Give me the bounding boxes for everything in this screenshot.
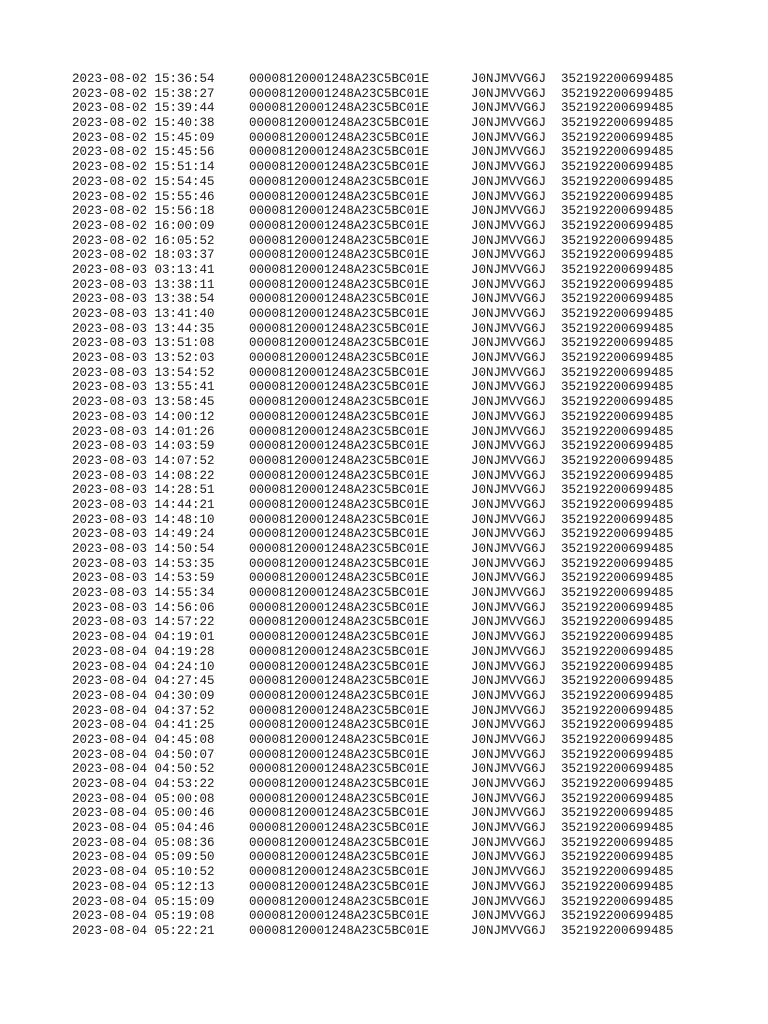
device-code: J0NJMVVG6J [471,659,547,674]
log-row [72,836,692,851]
timestamp: 2023-08-03 14:00:12 [72,409,215,424]
timestamp: 2023-08-04 05:15:09 [72,894,215,909]
log-row [72,72,692,87]
device-serial: 00008120001248A23C5BC01E [249,850,430,865]
timestamp: 2023-08-04 04:19:28 [72,644,215,659]
device-serial: 00008120001248A23C5BC01E [249,292,430,307]
device-serial: 00008120001248A23C5BC01E [249,497,430,512]
device-serial: 00008120001248A23C5BC01E [249,145,430,160]
log-row [72,87,692,102]
timestamp: 2023-08-03 14:55:34 [72,586,215,601]
device-imei: 352192200699485 [561,644,674,659]
log-row [72,733,692,748]
device-code: J0NJMVVG6J [471,909,547,924]
timestamp: 2023-08-03 13:54:52 [72,365,215,380]
device-code: J0NJMVVG6J [471,160,547,175]
timestamp: 2023-08-04 04:27:45 [72,674,215,689]
device-serial: 00008120001248A23C5BC01E [249,453,430,468]
timestamp: 2023-08-03 13:55:41 [72,380,215,395]
device-serial: 00008120001248A23C5BC01E [249,233,430,248]
device-imei: 352192200699485 [561,145,674,160]
log-row [72,175,692,190]
log-row [72,454,692,469]
timestamp: 2023-08-03 14:49:24 [72,527,215,542]
device-imei: 352192200699485 [561,174,674,189]
device-imei: 352192200699485 [561,556,674,571]
device-serial: 00008120001248A23C5BC01E [249,630,430,645]
device-code: J0NJMVVG6J [471,116,547,131]
device-imei: 352192200699485 [561,307,674,321]
log-row [72,292,692,307]
device-imei: 352192200699485 [561,835,674,850]
device-code: J0NJMVVG6J [471,336,547,351]
log-row [72,718,692,733]
log-row [72,263,692,278]
timestamp: 2023-08-04 05:22:21 [72,923,215,938]
device-code: J0NJMVVG6J [471,204,547,219]
device-imei: 352192200699485 [561,732,674,747]
timestamp: 2023-08-02 15:54:45 [72,174,215,189]
device-code: J0NJMVVG6J [471,571,547,586]
device-imei: 352192200699485 [561,923,674,938]
device-serial: 00008120001248A23C5BC01E [249,160,430,175]
timestamp: 2023-08-03 14:48:10 [72,512,215,527]
device-code: J0NJMVVG6J [471,130,547,145]
timestamp: 2023-08-02 15:45:56 [72,145,215,160]
timestamp: 2023-08-04 05:10:52 [72,865,215,880]
device-code: J0NJMVVG6J [471,380,547,395]
timestamp: 2023-08-04 05:00:08 [72,791,215,806]
device-code: J0NJMVVG6J [471,395,547,410]
device-serial: 00008120001248A23C5BC01E [249,409,430,424]
device-serial: 00008120001248A23C5BC01E [249,351,430,366]
log-table [72,72,692,939]
device-code: J0NJMVVG6J [471,600,547,615]
timestamp: 2023-08-03 13:52:03 [72,351,215,366]
device-imei: 352192200699485 [561,688,674,703]
device-code: J0NJMVVG6J [471,365,547,380]
device-serial: 00008120001248A23C5BC01E [249,806,430,821]
device-code: J0NJMVVG6J [471,630,547,645]
device-code: J0NJMVVG6J [471,732,547,747]
log-row [72,439,692,454]
device-imei: 352192200699485 [561,879,674,894]
device-code: J0NJMVVG6J [471,542,547,556]
timestamp: 2023-08-02 15:56:18 [72,204,215,219]
device-code: J0NJMVVG6J [471,468,547,483]
timestamp: 2023-08-03 14:53:35 [72,556,215,571]
device-serial: 00008120001248A23C5BC01E [249,923,430,938]
timestamp: 2023-08-03 14:01:26 [72,424,215,439]
device-code: J0NJMVVG6J [471,850,547,865]
device-serial: 00008120001248A23C5BC01E [249,703,430,718]
device-imei: 352192200699485 [561,409,674,424]
log-row [72,395,692,410]
device-code: J0NJMVVG6J [471,527,547,542]
timestamp: 2023-08-02 18:03:37 [72,248,215,263]
log-row [72,630,692,645]
timestamp: 2023-08-04 04:50:07 [72,747,215,762]
timestamp: 2023-08-03 14:28:51 [72,483,215,498]
device-imei: 352192200699485 [561,497,674,512]
device-code: J0NJMVVG6J [471,615,547,630]
device-code: J0NJMVVG6J [471,923,547,938]
device-serial: 00008120001248A23C5BC01E [249,732,430,747]
device-serial: 00008120001248A23C5BC01E [249,321,430,336]
log-row [72,160,692,175]
device-imei: 352192200699485 [561,468,674,483]
device-code: J0NJMVVG6J [471,409,547,424]
device-serial: 00008120001248A23C5BC01E [249,600,430,615]
log-row [72,821,692,836]
device-code: J0NJMVVG6J [471,762,547,777]
log-row [72,278,692,293]
device-code: J0NJMVVG6J [471,791,547,806]
log-row [72,366,692,381]
device-imei: 352192200699485 [561,101,674,116]
device-code: J0NJMVVG6J [471,248,547,263]
device-serial: 00008120001248A23C5BC01E [249,174,430,189]
device-serial: 00008120001248A23C5BC01E [249,644,430,659]
log-row [72,748,692,763]
log-row [72,425,692,440]
device-imei: 352192200699485 [561,674,674,689]
device-code: J0NJMVVG6J [471,835,547,850]
device-imei: 352192200699485 [561,600,674,615]
timestamp: 2023-08-04 04:19:01 [72,630,215,645]
device-serial: 00008120001248A23C5BC01E [249,777,430,791]
device-imei: 352192200699485 [561,512,674,527]
log-row [72,571,692,586]
log-row [72,322,692,337]
device-imei: 352192200699485 [561,395,674,410]
device-imei: 352192200699485 [561,571,674,586]
device-imei: 352192200699485 [561,659,674,674]
device-imei: 352192200699485 [561,791,674,806]
device-code: J0NJMVVG6J [471,218,547,233]
log-row [72,351,692,366]
log-row [72,234,692,249]
device-code: J0NJMVVG6J [471,703,547,718]
log-row [72,762,692,777]
device-serial: 00008120001248A23C5BC01E [249,527,430,542]
log-row [72,865,692,880]
timestamp: 2023-08-03 14:03:59 [72,439,215,454]
timestamp: 2023-08-02 15:36:54 [72,72,215,86]
log-row [72,204,692,219]
log-row [72,586,692,601]
log-row [72,380,692,395]
device-code: J0NJMVVG6J [471,497,547,512]
device-imei: 352192200699485 [561,747,674,762]
device-serial: 00008120001248A23C5BC01E [249,262,430,277]
timestamp: 2023-08-03 14:56:06 [72,600,215,615]
timestamp: 2023-08-04 04:53:22 [72,777,215,791]
log-row [72,131,692,146]
device-imei: 352192200699485 [561,116,674,131]
device-serial: 00008120001248A23C5BC01E [249,688,430,703]
device-imei: 352192200699485 [561,86,674,101]
device-serial: 00008120001248A23C5BC01E [249,248,430,263]
timestamp: 2023-08-04 04:30:09 [72,688,215,703]
device-imei: 352192200699485 [561,777,674,791]
log-row [72,527,692,542]
log-row [72,689,692,704]
device-imei: 352192200699485 [561,321,674,336]
log-row [72,307,692,322]
device-code: J0NJMVVG6J [471,189,547,204]
timestamp: 2023-08-04 05:00:46 [72,806,215,821]
device-imei: 352192200699485 [561,439,674,454]
timestamp: 2023-08-02 15:40:38 [72,116,215,131]
device-serial: 00008120001248A23C5BC01E [249,879,430,894]
device-code: J0NJMVVG6J [471,483,547,498]
device-imei: 352192200699485 [561,909,674,924]
device-serial: 00008120001248A23C5BC01E [249,72,430,86]
log-row [72,704,692,719]
log-row [72,601,692,616]
device-serial: 00008120001248A23C5BC01E [249,512,430,527]
device-code: J0NJMVVG6J [471,145,547,160]
log-row [72,674,692,689]
device-serial: 00008120001248A23C5BC01E [249,909,430,924]
device-serial: 00008120001248A23C5BC01E [249,424,430,439]
device-imei: 352192200699485 [561,527,674,542]
device-serial: 00008120001248A23C5BC01E [249,659,430,674]
device-imei: 352192200699485 [561,292,674,307]
device-code: J0NJMVVG6J [471,688,547,703]
device-serial: 00008120001248A23C5BC01E [249,615,430,630]
timestamp: 2023-08-04 04:37:52 [72,703,215,718]
timestamp: 2023-08-03 13:44:35 [72,321,215,336]
device-code: J0NJMVVG6J [471,277,547,292]
device-serial: 00008120001248A23C5BC01E [249,380,430,395]
timestamp: 2023-08-03 14:53:59 [72,571,215,586]
device-serial: 00008120001248A23C5BC01E [249,336,430,351]
timestamp: 2023-08-02 16:00:09 [72,218,215,233]
device-serial: 00008120001248A23C5BC01E [249,204,430,219]
device-code: J0NJMVVG6J [471,644,547,659]
device-code: J0NJMVVG6J [471,865,547,880]
timestamp: 2023-08-03 14:50:54 [72,542,215,556]
log-row [72,336,692,351]
device-imei: 352192200699485 [561,218,674,233]
log-row [72,116,692,131]
device-imei: 352192200699485 [561,248,674,263]
device-serial: 00008120001248A23C5BC01E [249,762,430,777]
log-row [72,498,692,513]
log-row [72,145,692,160]
timestamp: 2023-08-04 04:45:08 [72,732,215,747]
device-serial: 00008120001248A23C5BC01E [249,307,430,321]
device-code: J0NJMVVG6J [471,512,547,527]
device-code: J0NJMVVG6J [471,72,547,86]
device-serial: 00008120001248A23C5BC01E [249,894,430,909]
timestamp: 2023-08-04 04:50:52 [72,762,215,777]
device-imei: 352192200699485 [561,630,674,645]
log-row [72,777,692,792]
timestamp: 2023-08-03 14:57:22 [72,615,215,630]
device-serial: 00008120001248A23C5BC01E [249,218,430,233]
log-row [72,660,692,675]
device-code: J0NJMVVG6J [471,292,547,307]
device-code: J0NJMVVG6J [471,101,547,116]
timestamp: 2023-08-02 16:05:52 [72,233,215,248]
device-code: J0NJMVVG6J [471,586,547,601]
device-code: J0NJMVVG6J [471,674,547,689]
device-code: J0NJMVVG6J [471,806,547,821]
timestamp: 2023-08-02 15:55:46 [72,189,215,204]
device-serial: 00008120001248A23C5BC01E [249,835,430,850]
device-code: J0NJMVVG6J [471,233,547,248]
log-row [72,806,692,821]
timestamp: 2023-08-03 14:08:22 [72,468,215,483]
device-imei: 352192200699485 [561,806,674,821]
device-imei: 352192200699485 [561,351,674,366]
timestamp: 2023-08-04 04:24:10 [72,659,215,674]
device-serial: 00008120001248A23C5BC01E [249,439,430,454]
device-imei: 352192200699485 [561,160,674,175]
timestamp: 2023-08-04 05:04:46 [72,821,215,836]
device-serial: 00008120001248A23C5BC01E [249,865,430,880]
timestamp: 2023-08-02 15:39:44 [72,101,215,116]
device-code: J0NJMVVG6J [471,424,547,439]
device-code: J0NJMVVG6J [471,439,547,454]
device-imei: 352192200699485 [561,762,674,777]
timestamp: 2023-08-02 15:51:14 [72,160,215,175]
timestamp: 2023-08-03 13:38:11 [72,277,215,292]
device-serial: 00008120001248A23C5BC01E [249,542,430,556]
device-serial: 00008120001248A23C5BC01E [249,791,430,806]
log-row [72,248,692,263]
device-serial: 00008120001248A23C5BC01E [249,747,430,762]
device-code: J0NJMVVG6J [471,821,547,836]
device-code: J0NJMVVG6J [471,262,547,277]
log-row [72,513,692,528]
log-row [72,880,692,895]
device-imei: 352192200699485 [561,365,674,380]
log-row [72,483,692,498]
log-row [72,909,692,924]
device-imei: 352192200699485 [561,703,674,718]
device-imei: 352192200699485 [561,894,674,909]
timestamp: 2023-08-03 13:51:08 [72,336,215,351]
device-imei: 352192200699485 [561,130,674,145]
log-row [72,542,692,557]
timestamp: 2023-08-03 13:38:54 [72,292,215,307]
log-row [72,557,692,572]
device-code: J0NJMVVG6J [471,556,547,571]
timestamp: 2023-08-03 14:44:21 [72,497,215,512]
timestamp: 2023-08-04 04:41:25 [72,718,215,733]
log-row [72,895,692,910]
device-code: J0NJMVVG6J [471,307,547,321]
device-code: J0NJMVVG6J [471,718,547,733]
device-code: J0NJMVVG6J [471,453,547,468]
timestamp: 2023-08-03 13:41:40 [72,307,215,321]
device-serial: 00008120001248A23C5BC01E [249,571,430,586]
log-row [72,410,692,425]
log-row [72,190,692,205]
timestamp: 2023-08-03 03:13:41 [72,262,215,277]
device-imei: 352192200699485 [561,453,674,468]
device-serial: 00008120001248A23C5BC01E [249,395,430,410]
timestamp: 2023-08-04 05:12:13 [72,879,215,894]
device-imei: 352192200699485 [561,72,674,86]
device-code: J0NJMVVG6J [471,879,547,894]
device-imei: 352192200699485 [561,865,674,880]
device-imei: 352192200699485 [561,380,674,395]
device-code: J0NJMVVG6J [471,174,547,189]
device-code: J0NJMVVG6J [471,747,547,762]
device-serial: 00008120001248A23C5BC01E [249,586,430,601]
device-imei: 352192200699485 [561,718,674,733]
timestamp: 2023-08-04 05:08:36 [72,835,215,850]
timestamp: 2023-08-03 14:07:52 [72,453,215,468]
device-imei: 352192200699485 [561,336,674,351]
device-imei: 352192200699485 [561,277,674,292]
device-imei: 352192200699485 [561,821,674,836]
device-serial: 00008120001248A23C5BC01E [249,116,430,131]
device-serial: 00008120001248A23C5BC01E [249,101,430,116]
log-row [72,645,692,660]
device-code: J0NJMVVG6J [471,321,547,336]
device-imei: 352192200699485 [561,615,674,630]
timestamp: 2023-08-03 13:58:45 [72,395,215,410]
device-imei: 352192200699485 [561,586,674,601]
timestamp: 2023-08-02 15:38:27 [72,86,215,101]
device-code: J0NJMVVG6J [471,351,547,366]
device-code: J0NJMVVG6J [471,777,547,791]
device-imei: 352192200699485 [561,262,674,277]
device-imei: 352192200699485 [561,424,674,439]
device-code: J0NJMVVG6J [471,894,547,909]
log-row [72,101,692,116]
log-row [72,792,692,807]
device-serial: 00008120001248A23C5BC01E [249,365,430,380]
device-imei: 352192200699485 [561,189,674,204]
device-serial: 00008120001248A23C5BC01E [249,277,430,292]
device-serial: 00008120001248A23C5BC01E [249,468,430,483]
log-row [72,219,692,234]
device-imei: 352192200699485 [561,483,674,498]
device-imei: 352192200699485 [561,204,674,219]
device-serial: 00008120001248A23C5BC01E [249,556,430,571]
timestamp: 2023-08-04 05:09:50 [72,850,215,865]
device-serial: 00008120001248A23C5BC01E [249,821,430,836]
device-serial: 00008120001248A23C5BC01E [249,483,430,498]
log-row [72,850,692,865]
timestamp: 2023-08-04 05:19:08 [72,909,215,924]
log-row [72,469,692,484]
device-serial: 00008120001248A23C5BC01E [249,674,430,689]
device-imei: 352192200699485 [561,542,674,556]
timestamp: 2023-08-02 15:45:09 [72,130,215,145]
device-code: J0NJMVVG6J [471,86,547,101]
device-imei: 352192200699485 [561,233,674,248]
device-imei: 352192200699485 [561,850,674,865]
device-serial: 00008120001248A23C5BC01E [249,189,430,204]
device-serial: 00008120001248A23C5BC01E [249,130,430,145]
log-row [72,615,692,630]
device-serial: 00008120001248A23C5BC01E [249,718,430,733]
log-row [72,924,692,939]
device-serial: 00008120001248A23C5BC01E [249,86,430,101]
